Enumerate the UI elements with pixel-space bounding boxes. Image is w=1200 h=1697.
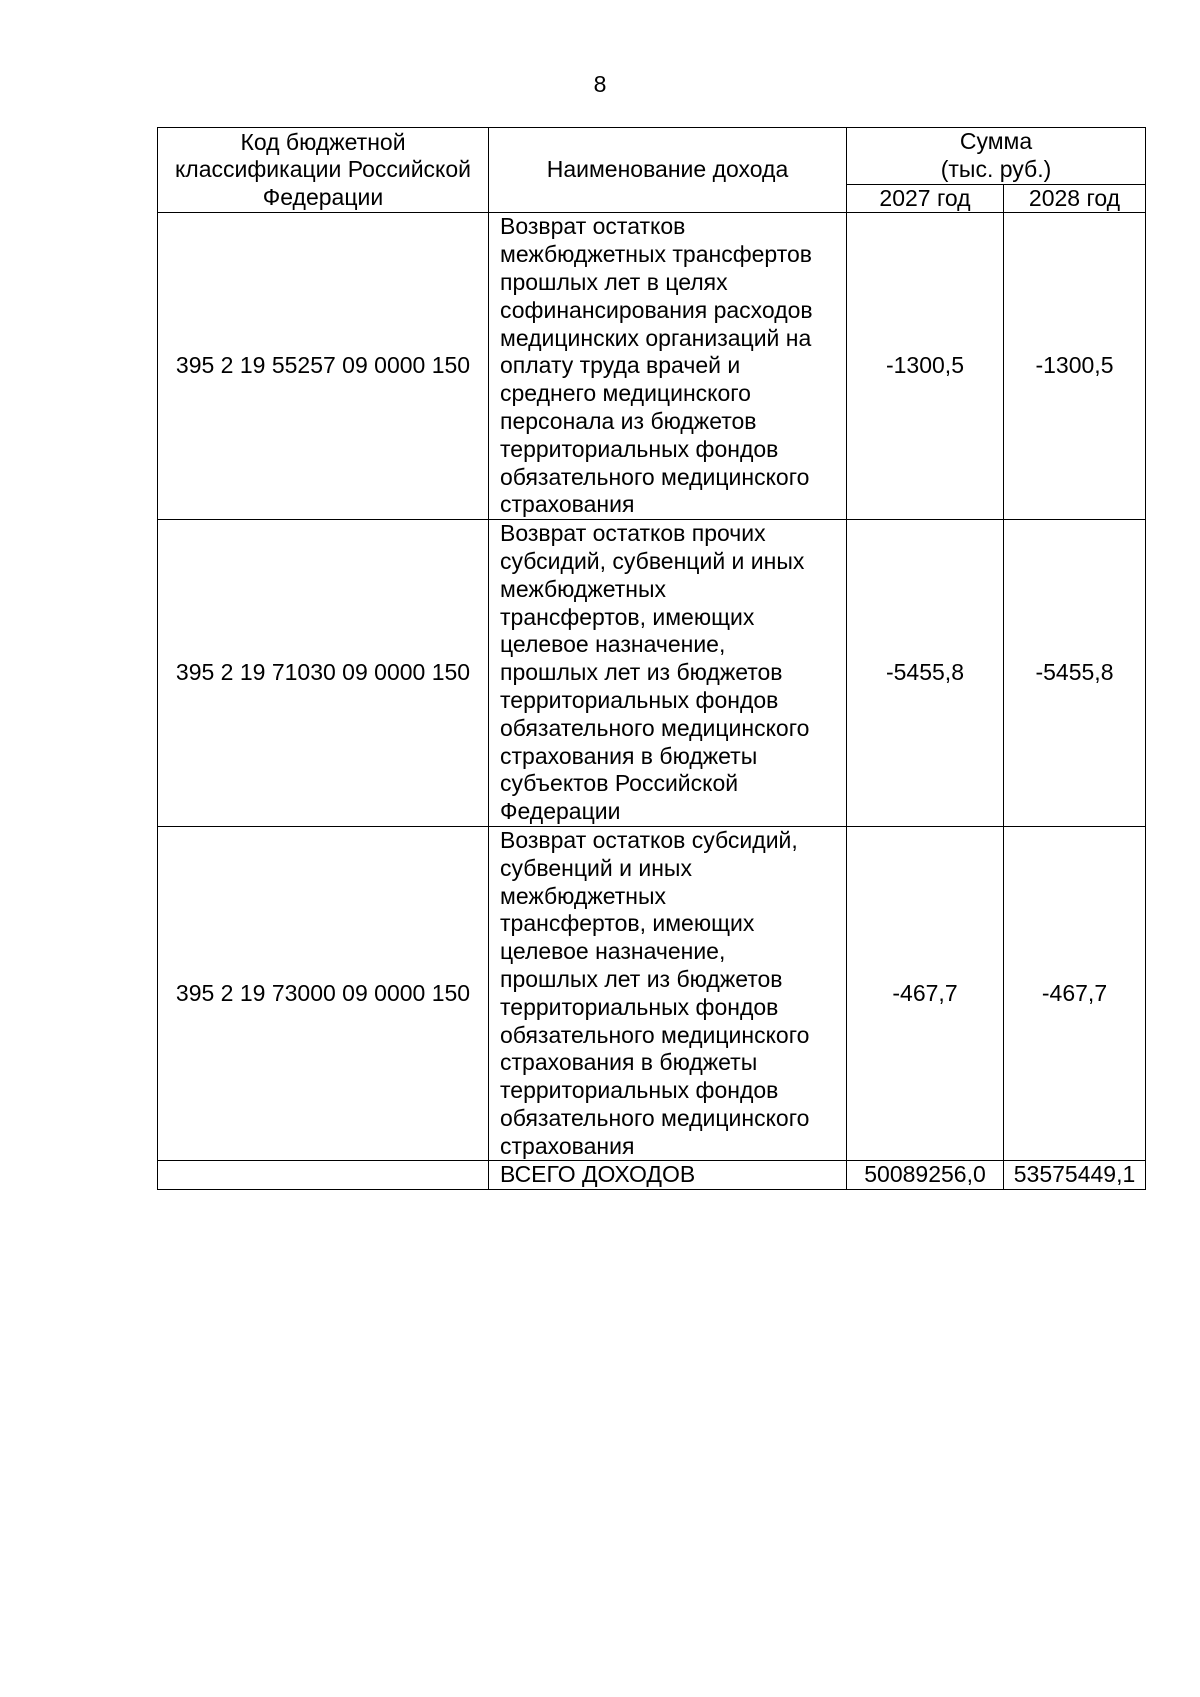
row-name-line: софинансирования расходов [500,296,813,323]
row-name-line: трансфертов, имеющих [500,910,755,937]
row-name-line: межбюджетных [500,882,667,909]
row-name-line: прошлых лет из бюджетов [500,965,783,992]
header-code-line: Федерации [262,184,384,211]
row-name-line: межбюджетных [500,575,667,602]
header-sum [847,128,1146,185]
header-code [158,128,489,213]
row-name-line: межбюджетных трансфертов [500,241,813,268]
row-name-line: территориальных фондов [500,1077,779,1104]
row-amount-2028: -467,7 [1004,826,1146,1161]
header-sum-unit: (тыс. руб.) [940,155,1052,182]
row-name-line: Возврат остатков прочих [500,520,766,547]
total-amount-2028: 53575449,1 [1004,1161,1146,1190]
row-name-line: персонала из бюджетов [500,407,757,434]
total-amount-2027: 50089256,0 [847,1161,1004,1190]
row-name-line: страхования [500,491,635,518]
header-code-line: Код бюджетной [240,128,406,155]
row-name-line: территориальных фондов [500,686,779,713]
row-name-line: субсидий, субвенций и иных [500,547,805,574]
header-year-2027: 2027 год [847,184,1004,213]
row-name-line: целевое назначение, [500,631,726,658]
row-name-line: целевое назначение, [500,938,726,965]
row-name-line: медицинских организаций на [500,324,812,351]
row-name-line: трансфертов, имеющих [500,603,755,630]
row-name-line: прошлых лет в целях [500,268,728,295]
row-name-line: обязательного медицинского [500,1021,810,1048]
row-name-line: прошлых лет из бюджетов [500,659,783,686]
row-name-line: среднего медицинского [500,380,751,407]
row-name-line: Федерации [500,798,621,825]
row-name-line: субвенций и иных [500,854,692,881]
header-year-2028: 2028 год [1004,184,1146,213]
row-amount-2027: -5455,8 [847,520,1004,827]
total-row [158,1161,1146,1190]
row-name [489,520,847,827]
total-label: ВСЕГО ДОХОДОВ [489,1161,847,1190]
row-name [489,213,847,520]
header-name: Наименование дохода [489,128,847,213]
row-amount-2028: -1300,5 [1004,213,1146,520]
table-header-row [158,128,1146,185]
row-name-line: страхования в бюджеты [500,742,758,769]
row-amount-2028: -5455,8 [1004,520,1146,827]
row-name-line: территориальных фондов [500,435,779,462]
row-name-line: Возврат остатков субсидий, [500,826,798,853]
row-amount-2027: -1300,5 [847,213,1004,520]
table-row [158,213,1146,520]
row-name-line: Возврат остатков [500,213,686,240]
header-code-line: классификации Российской [174,156,472,183]
total-code-empty [158,1161,489,1190]
row-name-line: территориальных фондов [500,993,779,1020]
row-code: 395 2 19 71030 09 0000 150 [158,520,489,827]
row-name-line: страхования [500,1132,635,1159]
row-name-line: субъектов Российской [500,770,739,797]
row-name-line: обязательного медицинского [500,463,810,490]
table-row [158,826,1146,1161]
row-amount-2027: -467,7 [847,826,1004,1161]
row-name [489,826,847,1161]
row-name-line: оплату труда врачей и [500,352,741,379]
row-name-line: обязательного медицинского [500,714,810,741]
row-code: 395 2 19 55257 09 0000 150 [158,213,489,520]
page-number: 8 [593,71,607,97]
row-name-line: страхования в бюджеты [500,1049,758,1076]
revenue-table [157,127,1146,1190]
row-code: 395 2 19 73000 09 0000 150 [158,826,489,1161]
table-row [158,520,1146,827]
row-name-line: обязательного медицинского [500,1104,810,1131]
header-sum-line: Сумма [959,128,1033,154]
